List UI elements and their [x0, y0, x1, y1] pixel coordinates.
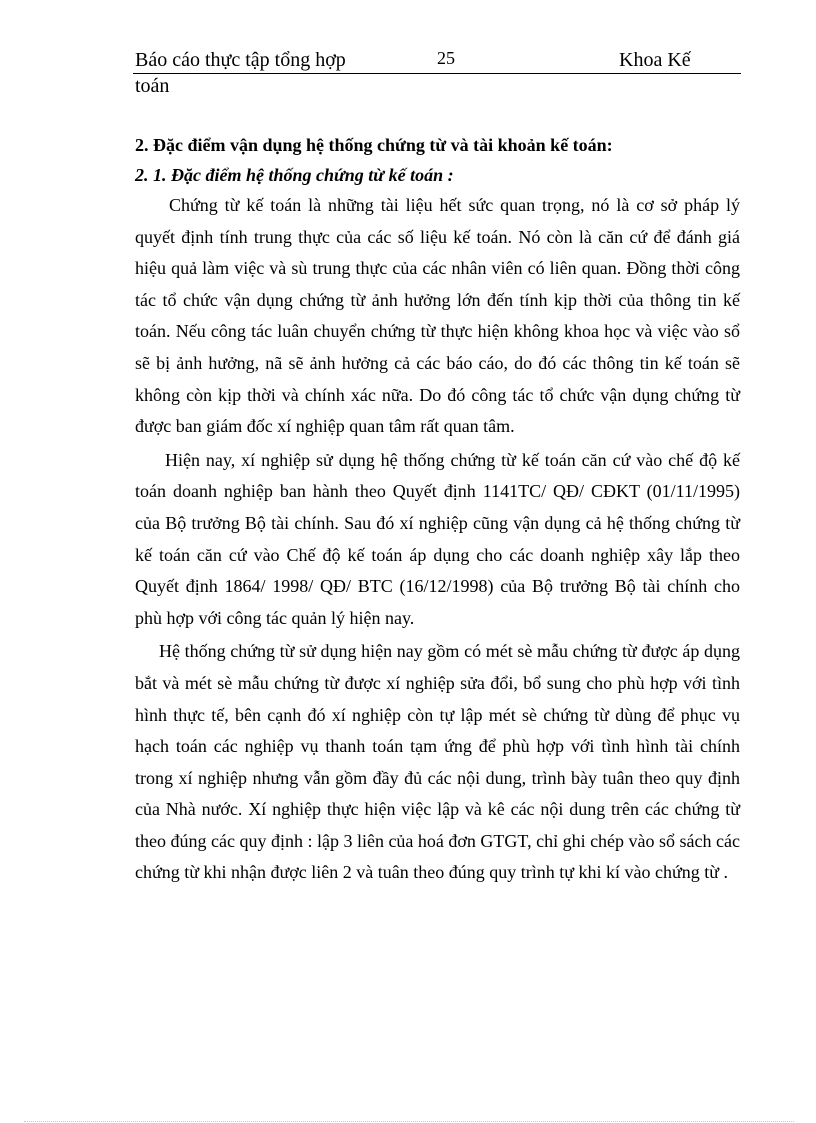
page-header	[0, 0, 816, 100]
header-report-title: Báo cáo thực tập tổng hợp	[135, 49, 346, 71]
page-number: 25	[437, 48, 455, 68]
document-body	[135, 130, 740, 889]
section-heading: 2. Đặc điểm vận dụng hệ thống chứng từ và tài khoản kế toán:	[135, 135, 613, 155]
paragraph: Hiện nay, xí nghiệp sử dụng hệ thống chứng từ kế toán căn cứ vào chế độ kế toán doanh nghiệp ban hành theo Quyết định 1141TC/ QĐ/ CĐKT (01/11/1995) của Bộ trưởng Bộ tài chính. Sau đó xí nghiệp cũng vận dụng cả hệ thống chứng từ kế toán căn cứ vào Chế độ kế toán áp dụng cho các doanh nghiệp xây lắp theo Quyết định 1864/ 1998/ QĐ/ BTC (16/12/1998) của Bộ trưởng Bộ tài chính cho phù hợp với công tác quản lý hiện nay.	[135, 449, 740, 628]
page-bottom-divider	[24, 1121, 794, 1122]
paragraph: Hệ thống chứng từ sử dụng hiện nay gồm có mét sè mẫu chứng từ được áp dụng bắt và mét sè mẫu chứng từ được xí nghiệp sửa đổi, bổ sung cho phù hợp với tình hình thực tế, bên cạnh đó xí nghiệp còn tự lập mét sè chứng từ dùng để phục vụ hạch toán các nghiệp vụ thanh toán tạm ứng để phù hợp với tình hình tài chính trong xí nghiệp nhưng vẫn gồm đầy đủ các nội dung, trình bày tuân theo quy định của Nhà nước. Xí nghiệp thực hiện việc lập và kê các nội dung trên các chứng từ theo đúng các quy định : lập 3 liên của hoá đơn GTGT, chỉ ghi chép vào sổ sách các chứng từ khi nhận được liên 2 và tuân theo đúng quy trình tự khi kí vào chứng từ .	[135, 641, 740, 883]
header-department: Khoa Kế	[619, 49, 691, 71]
header-department-wrap: toán	[135, 75, 170, 97]
paragraph: Chứng từ kế toán là những tài liệu hết sức quan trọng, nó là cơ sở pháp lý quyết định tính trung thực của các số liệu kế toán. Nó còn là căn cứ để đánh giá hiệu quả làm việc và sù trung thực của các nhân viên có liên quan. Đồng thời công tác tổ chức vận dụng chứng từ ảnh hưởng lớn đến tính kịp thời của thông tin kế toán. Nếu công tác luân chuyển chứng từ thực hiện không khoa học và việc vào sổ sẽ bị ảnh hưởng, nã sẽ ảnh hưởng cả các báo cáo, do đó các thông tin kế toán sẽ không còn kịp thời và chính xác nữa. Do đó công tác tổ chức vận dụng chứng từ được ban giám đốc xí nghiệp quan tâm rất quan tâm.	[135, 195, 740, 437]
header-rule	[133, 73, 741, 74]
subsection-heading: 2. 1. Đặc điểm hệ thống chứng từ kế toán :	[135, 165, 454, 185]
